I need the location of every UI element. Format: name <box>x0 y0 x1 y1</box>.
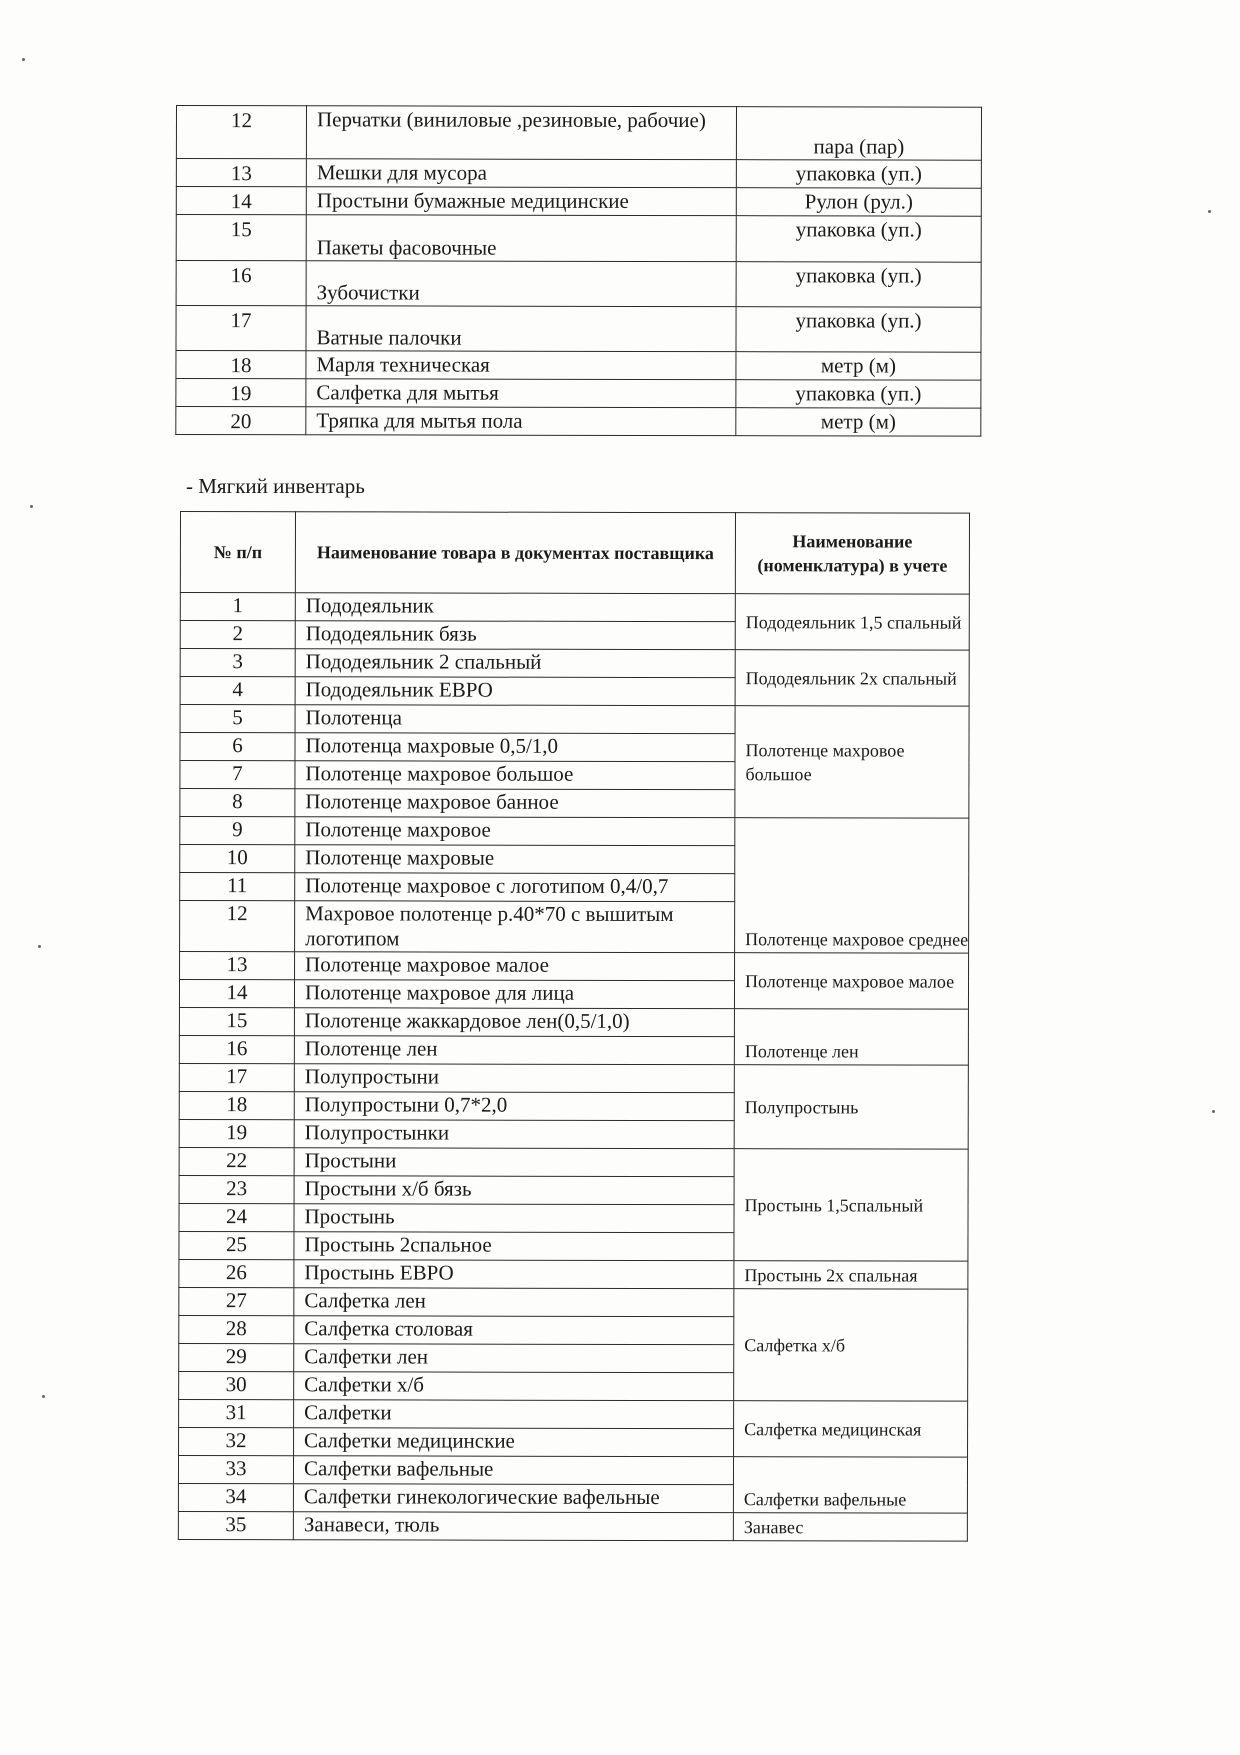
row-num: 33 <box>178 1455 293 1483</box>
item-name: Пододеяльник 2 спальный <box>295 649 735 678</box>
item-name: Махровое полотенце р.40*70 с вышитым логотипом <box>295 901 735 953</box>
accounting-group: Полотенце махровое большое <box>735 706 969 818</box>
item-name: Пододеяльник бязь <box>295 621 735 650</box>
item-name: Полотенце махровое малое <box>295 952 735 981</box>
item-name: Полотенце махровые <box>295 845 735 874</box>
item-name: Салфетки х/б <box>294 1372 734 1401</box>
accounting-group: Салфетка медицинская <box>734 1401 968 1457</box>
item-name: Полупростыни <box>294 1064 734 1093</box>
accounting-group: Простынь 2х спальная <box>734 1261 968 1289</box>
item-name: Салфетки лен <box>294 1344 734 1373</box>
row-num: 29 <box>179 1343 294 1371</box>
section-title: - Мягкий инвентарь <box>186 474 365 498</box>
row-num: 35 <box>178 1511 293 1539</box>
item-unit: упаковка (уп.) <box>736 307 981 353</box>
item-name: Салфетки гинекологические вафельные <box>293 1484 733 1513</box>
item-name: Салфетки вафельные <box>293 1456 733 1485</box>
item-name: Пакеты фасовочные <box>306 215 736 262</box>
item-name: Перчатки (виниловые ,резиновые, рабочие) <box>306 106 736 160</box>
item-name: Простыни бумажные медицинские <box>306 187 736 216</box>
row-num: 9 <box>180 817 295 845</box>
accounting-group: Простынь 1,5спальный <box>734 1149 968 1261</box>
row-num: 26 <box>179 1259 294 1287</box>
row-num: 16 <box>179 1035 294 1063</box>
row-num: 20 <box>176 407 306 435</box>
row-num: 27 <box>179 1287 294 1315</box>
row-num: 10 <box>180 845 295 873</box>
item-name: Тряпка для мытья пола <box>306 407 736 436</box>
row-num: 14 <box>176 187 306 215</box>
row-num: 15 <box>176 215 306 261</box>
row-num: 12 <box>176 106 306 159</box>
row-num: 7 <box>180 761 295 789</box>
item-name: Мешки для мусора <box>306 159 736 188</box>
item-unit: упаковка (уп.) <box>736 262 981 308</box>
item-name: Простынь <box>294 1204 734 1233</box>
item-name: Простыни <box>294 1148 734 1177</box>
item-name: Полотенце махровое для лица <box>294 980 734 1009</box>
row-num: 11 <box>180 873 295 901</box>
row-num: 34 <box>178 1483 293 1511</box>
item-unit: Рулон (рул.) <box>736 188 981 217</box>
item-name: Полотенце жаккардовое лен(0,5/1,0) <box>294 1008 734 1037</box>
item-name: Полотенце махровое большое <box>295 761 735 790</box>
scan-speck <box>22 58 25 61</box>
row-num: 4 <box>180 677 295 705</box>
row-num: 1 <box>180 593 295 621</box>
row-num: 14 <box>179 980 294 1008</box>
row-num: 18 <box>179 1091 294 1119</box>
accounting-group: Пододеяльник 2х спальный <box>735 650 969 706</box>
scan-speck <box>1212 1110 1215 1113</box>
item-name: Пододеяльник <box>295 593 735 622</box>
row-num: 13 <box>176 159 306 187</box>
item-name: Марля техническая <box>306 351 736 380</box>
header-supplier-name: Наименование товара в документах поставщика <box>295 512 735 594</box>
scan-speck <box>42 1395 45 1398</box>
item-name: Полотенце махровое с логотипом 0,4/0,7 <box>295 873 735 902</box>
accounting-group: Полотенце махровое среднее <box>735 818 969 953</box>
item-name: Зубочистки <box>306 261 736 307</box>
row-num: 8 <box>180 789 295 817</box>
row-num: 24 <box>179 1203 294 1231</box>
supplies-table <box>175 105 982 437</box>
accounting-group: Салфетки вафельные <box>733 1457 967 1513</box>
item-name: Салфетка для мытья <box>306 379 736 408</box>
accounting-group: Салфетка х/б <box>734 1289 968 1401</box>
item-name: Пододеяльник ЕВРО <box>295 677 735 706</box>
item-name: Полотенце махровое <box>295 817 735 846</box>
row-num: 6 <box>180 733 295 761</box>
row-num: 17 <box>176 306 306 351</box>
item-name: Простынь ЕВРО <box>294 1260 734 1289</box>
row-num: 2 <box>180 621 295 649</box>
accounting-group: Пододеяльник 1,5 спальный <box>735 594 969 650</box>
item-unit: пара (пар) <box>736 107 981 161</box>
item-unit: упаковка (уп.) <box>736 160 981 189</box>
header-accounting-name: Наименование (номенклатура) в учете <box>735 513 969 594</box>
item-unit: упаковка (уп.) <box>736 216 981 263</box>
accounting-group: Занавес <box>733 1513 967 1541</box>
item-name: Салфетки <box>294 1400 734 1429</box>
item-name: Простынь 2спальное <box>294 1232 734 1261</box>
accounting-group: Полотенце махровое малое <box>734 953 968 1009</box>
row-num: 32 <box>179 1427 294 1455</box>
item-name: Простыни х/б бязь <box>294 1176 734 1205</box>
scan-speck <box>38 945 41 948</box>
row-num: 19 <box>176 379 306 407</box>
row-num: 12 <box>180 901 295 952</box>
scan-speck <box>30 505 33 508</box>
row-num: 23 <box>179 1175 294 1203</box>
item-name: Полупростыни 0,7*2,0 <box>294 1092 734 1121</box>
row-num: 19 <box>179 1119 294 1147</box>
item-unit: метр (м) <box>736 352 981 381</box>
row-num: 22 <box>179 1147 294 1175</box>
row-num: 5 <box>180 705 295 733</box>
row-num: 16 <box>176 261 306 306</box>
item-name: Полотенце махровое банное <box>295 789 735 818</box>
item-name: Салфетка лен <box>294 1288 734 1317</box>
row-num: 18 <box>176 351 306 379</box>
row-num: 28 <box>179 1315 294 1343</box>
row-num: 13 <box>180 952 295 980</box>
accounting-group: Полотенце лен <box>734 1009 968 1065</box>
item-name: Полотенце лен <box>294 1036 734 1065</box>
row-num: 30 <box>179 1371 294 1399</box>
soft-inventory-table <box>178 511 970 1542</box>
accounting-group: Полупростынь <box>734 1065 968 1149</box>
item-name: Салфетки медицинские <box>294 1428 734 1457</box>
row-num: 3 <box>180 649 295 677</box>
row-num: 15 <box>179 1007 294 1035</box>
row-num: 31 <box>179 1399 294 1427</box>
header-num: № п/п <box>180 512 295 593</box>
item-name: Полотенца <box>295 705 735 734</box>
item-name: Занавеси, тюль <box>293 1512 733 1541</box>
item-name: Ватные палочки <box>306 306 736 352</box>
item-unit: упаковка (уп.) <box>736 380 981 409</box>
row-num: 17 <box>179 1063 294 1091</box>
row-num: 25 <box>179 1231 294 1259</box>
item-name: Салфетка столовая <box>294 1316 734 1345</box>
item-unit: метр (м) <box>736 408 981 437</box>
item-name: Полупростынки <box>294 1120 734 1149</box>
scan-speck <box>1208 210 1211 213</box>
item-name: Полотенца махровые 0,5/1,0 <box>295 733 735 762</box>
